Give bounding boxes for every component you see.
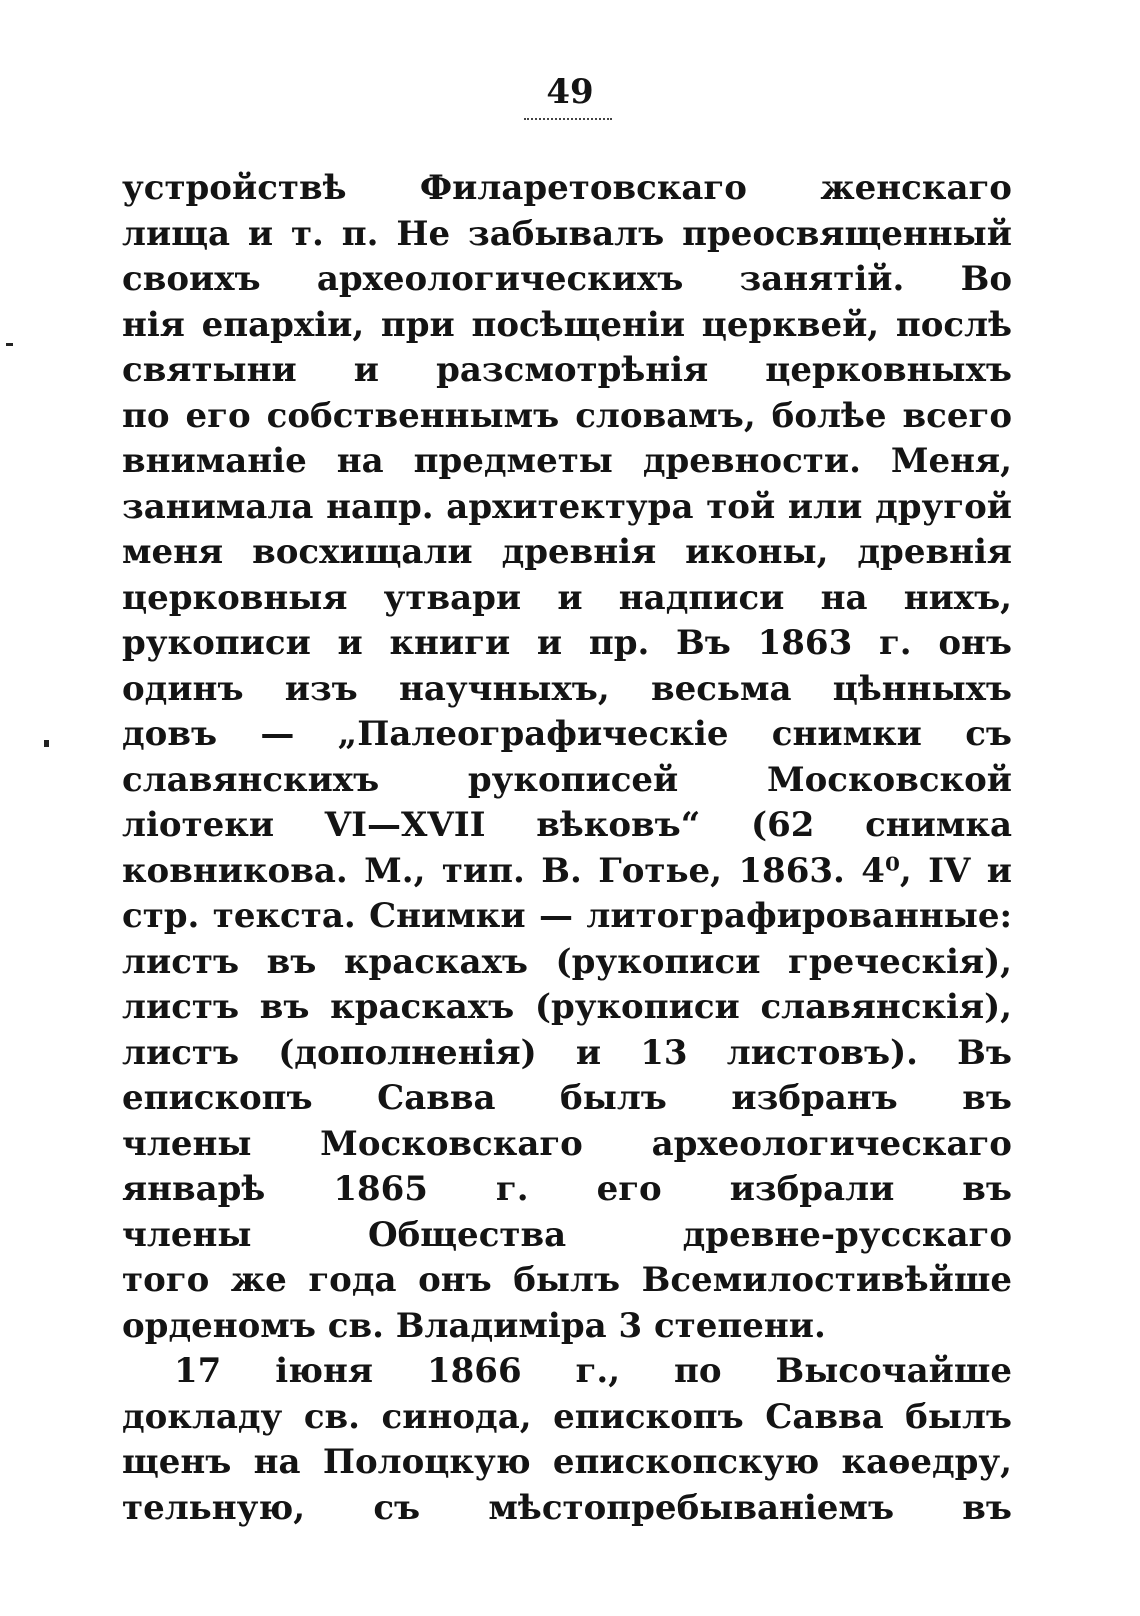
text-line: того же года онъ былъ Всемилостивѣйше (122, 1260, 1012, 1300)
text-line: нія епархіи, при посѣщеніи церквей, послѣ (122, 304, 1012, 345)
text-line: святыни и разсмотрѣнія церковныхъ (122, 350, 1012, 390)
text-line: устройствѣ Филаретовскаго женскаго (122, 168, 1012, 208)
text-line: вниманіе на предметы древности. Меня, (122, 441, 1012, 481)
text-line: церковныя утвари и надписи на нихъ, (122, 577, 1012, 618)
speck-mark (6, 343, 13, 346)
text-line: январѣ 1865 г. его избрали въ (122, 1169, 1012, 1209)
text-line: 17 іюня 1866 г., по Высочайше (174, 1351, 1012, 1391)
text-line: лища и т. п. Не забывалъ преосвященный (122, 213, 1012, 254)
text-line: своихъ археологическихъ занятій. Во (122, 259, 1012, 299)
page-number: 49 (546, 72, 594, 112)
text-line: листъ въ краскахъ (рукописи греческія), (122, 941, 1012, 982)
text-line: довъ — „Палеографическіе снимки съ (122, 714, 1012, 754)
text-line: листъ (дополненія) и 13 листовъ). Въ (122, 1032, 1012, 1073)
text-line: меня восхищали древнія иконы, древнія (122, 532, 1012, 572)
text-line: щенъ на Полоцкую епископскую каѳедру, (122, 1442, 1012, 1482)
text-line: рукописи и книги и пр. Въ 1863 г. онъ (122, 623, 1012, 663)
text-line: стр. текста. Снимки — литографированные: (122, 896, 1012, 936)
text-line: докладу св. синода, епископъ Савва былъ (122, 1396, 1012, 1437)
text-line: занимала напр. архитектура той или другой (122, 486, 1012, 527)
text-line: листъ въ краскахъ (рукописи славянскія), (122, 987, 1012, 1027)
text-line: члены Общества древне-русскаго (122, 1214, 1012, 1255)
text-line: ліотеки VI—XVII вѣковъ“ (62 снимка (122, 805, 1012, 845)
text-line: члены Московскаго археологическаго (122, 1123, 1012, 1164)
text-line: славянскихъ рукописей Московской (122, 759, 1012, 800)
page-number-rule (524, 118, 612, 120)
text-block (122, 166, 1012, 1531)
text-line: ковникова. М., тип. В. Готье, 1863. 4⁰, IV и (122, 850, 1012, 891)
text-line: епископъ Савва былъ избранъ въ (122, 1078, 1012, 1118)
speck-mark (44, 740, 49, 747)
text-line: тельную, съ мѣстопребываніемъ въ (122, 1487, 1012, 1528)
text-line: одинъ изъ научныхъ, весьма цѣнныхъ (122, 668, 1012, 709)
text-line: по его собственнымъ словамъ, болѣе всего (122, 395, 1012, 436)
text-line: орденомъ св. Владиміра 3 степени. (122, 1305, 826, 1346)
